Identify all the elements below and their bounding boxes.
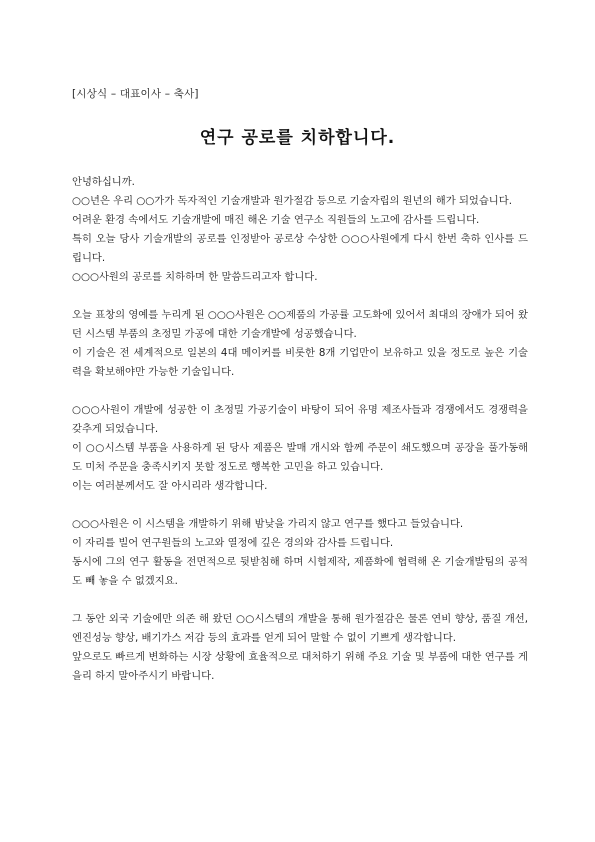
- paragraph: 그 동안 외국 기술에만 의존 해 왔던 ○○시스템의 개발을 통해 원가절감은 물론 연비 향상, 품질 개선, 엔진성능 향상, 배기가스 저감 등의 효과를 얻게 되어 말할 수 없이 기쁘게 생각합니다.: [72, 613, 528, 644]
- paragraph: 오늘 표창의 영예를 누리게 된 ○○○사원은 ○○제품의 가공률 고도화에 있어서 최대의 장애가 되어 왔던 시스템 부품의 초정밀 가공에 대한 기술개발에 성공했습니다.: [72, 309, 528, 340]
- paragraph-gap: [72, 591, 528, 610]
- paragraph: ○○○사원은 이 시스템을 개발하기 위해 밤낮을 가리지 않고 연구를 했다고 들었습니다.: [72, 518, 464, 530]
- paragraph: 이는 여러분께서도 잘 아시리라 생각합니다.: [72, 480, 268, 492]
- paragraph: ○○○사원의 공로를 치하하며 한 말씀드리고자 합니다.: [72, 271, 318, 283]
- paragraph-gap: [72, 287, 528, 306]
- paragraph: 동시에 그의 연구 활동을 전면적으로 뒷받침해 하며 시험제작, 제품화에 협력해 온 기술개발팀의 공적도 빼 놓을 수 없겠지요.: [72, 556, 528, 587]
- paragraph: 이 ○○시스템 부품을 사용하게 된 당사 제품은 발매 개시와 함께 주문이 쇄도했으며 공장을 풀가동해도 미처 주문을 충족시키지 못할 정도로 행복한 고민을 하고 있습니다.: [72, 442, 528, 473]
- header-tag: [시상식 – 대표이사 – 축사]: [72, 88, 199, 100]
- paragraph-gap: [72, 382, 528, 401]
- page-title: 연구 공로를 치하합니다.: [199, 128, 396, 148]
- paragraph: 특히 오늘 당사 기술개발의 공로를 인정받아 공로상 수상한 ○○○사원에게 다시 한번 축하 인사를 드립니다.: [72, 233, 528, 264]
- paragraph: 이 기술은 전 세계적으로 일본의 4대 메이커를 비롯한 8개 기업만이 보유하고 있을 정도로 높은 기술력을 확보해야만 가능한 기술입니다.: [72, 347, 528, 378]
- paragraph: 안녕하십니까.: [72, 176, 135, 188]
- paragraph: ○○○사원이 개발에 성공한 이 초정밀 가공기술이 바탕이 되어 유명 제조사들과 경쟁에서도 경쟁력을 갖추게 되었습니다.: [72, 404, 528, 435]
- paragraph-gap: [72, 496, 528, 515]
- document-body: [72, 173, 528, 686]
- paragraph: 어려운 환경 속에서도 기술개발에 매진 해온 기술 연구소 직원들의 노고에 감사를 드립니다.: [72, 214, 480, 226]
- paragraph: 앞으로도 빠르게 변화하는 시장 상황에 효율적으로 대처하기 위해 주요 기술 및 부품에 대한 연구를 게을리 하지 말아주시기 바랍니다.: [72, 651, 528, 682]
- paragraph: 이 자리를 빌어 연구원들의 노고와 열정에 깊은 경의와 감사를 드립니다.: [72, 537, 394, 549]
- paragraph: ○○년은 우리 ○○가가 독자적인 기술개발과 원가절감 등으로 기술자립의 원년의 해가 되었습니다.: [72, 195, 512, 207]
